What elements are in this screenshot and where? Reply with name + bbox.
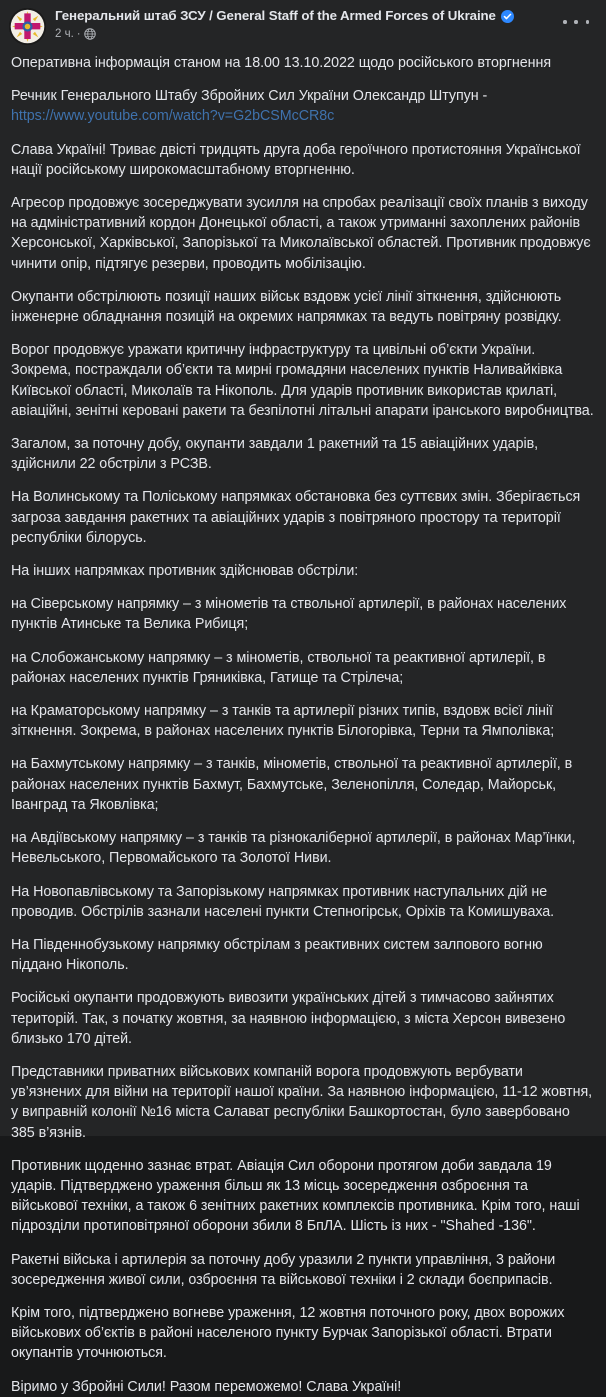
post-paragraph: Слава Україні! Триває двісті тридцять друга доба героїчного протистояння Української нації російському широкомасштабному вторгненню. (11, 141, 581, 178)
dot (574, 20, 578, 24)
post-paragraph: Віримо у Збройні Сили! Разом переможемо! Слава Україні! (11, 1378, 402, 1395)
post-paragraph: Загалом, за поточну добу, окупанти завдали 1 ракетний та 15 авіаційних ударів, здійснили 22 обстріли з РСЗВ. (11, 436, 539, 473)
post-paragraph: Речник Генерального Штабу Збройних Сил України Олександр Штупун - (11, 88, 488, 105)
post-paragraph: на Бахмутському напрямку – з танків, мінометів, ствольної та реактивної артилерії, в районах населених пунктів Бахмут, Бахмутське, Зеленопілля, Соледар, Майорськ, Іванград та Яковлівка; (11, 756, 573, 813)
post-paragraph: Противник щоденно зазнає втрат. Авіація Сил оборони протягом доби завдала 19 ударів. Підтверджено ураження більш як 13 місць зосередження озброєння та військової техніки, а також 6 зенітних ракетних комплексів противника. Крім того, наші підрозділи протиповітряної оборони збили 8 БпЛА. Шість із них - "Shahed -136". (11, 1157, 580, 1235)
post-paragraph: Ворог продовжує уражати критичну інфраструктуру та цивільні об’єкти України. Зокрема, постраждали об’єкти та мирні громадяни населених пунктів Наливайківка Київської області, Миколаїв та Нікополь. Для ударів противник використав крилаті, авіаційні, зенітні керовані ракети та безпілотні літальні апарати іранського виробництва. (11, 342, 594, 419)
page-name[interactable]: Генеральний штаб ЗСУ / General Staff of the Armed Forces of Ukraine (55, 8, 496, 23)
post-paragraph: на Сіверському напрямку – з мінометів та ствольної артилерії, в районах населених пунктів Атинське та Велика Рибиця; (11, 596, 567, 633)
post-paragraph: На Південнобузькому напрямку обстрілам з реактивних систем залпового вогню піддано Нікополь. (11, 936, 543, 974)
post-paragraph: На Новопавлівському та Запорізькому напрямках противник наступальних дій не проводив. Обстрілів зазнали населені пункти Степногірськ, Оріхів та Комишуваха. (11, 883, 555, 920)
post-paragraph: Представники приватних військових компаній ворога продовжують вербувати ув’язнених для війни на території нашої країни. За наявною інформацією, 11-12 жовтня, у виправній колонії №16 міста Салават республіки Башкортостан, було завербовано 385 в’язнів. (11, 1063, 593, 1141)
verified-badge-icon (501, 10, 514, 23)
post-body (0, 50, 606, 1397)
meta-separator: · (76, 28, 81, 40)
post-paragraph: Крім того, підтверджено вогневе ураження, 12 жовтня поточного року, двох ворожих військових об’єктів в районі населеного пункту Бурчак Запорізької області. Втрати окупантів уточнюються. (11, 1304, 565, 1362)
page-name-row (55, 8, 594, 24)
globe-icon[interactable] (84, 28, 96, 40)
post-paragraph: Окупанти обстрілюють позиції наших військ вздовж усієї лінії зіткнення, здійснюють інженерне обладнання позицій на окремих напрямках та ведуть повітряну розвідку. (11, 288, 562, 326)
more-options-icon[interactable] (563, 14, 589, 30)
post-paragraph: На Волинському та Поліському напрямках обстановка без суттєвих змін. Зберігається загроза завдання ракетних та авіаційних ударів з повітряного простору та території республіки білорусь. (11, 489, 581, 546)
youtube-link[interactable]: https://www.youtube.com/watch?v=G2bCSMcCR8c (11, 108, 335, 125)
post-meta-row (55, 27, 594, 41)
post-timestamp[interactable]: 2 ч. (55, 28, 74, 40)
dot (563, 20, 567, 24)
post-header (0, 0, 606, 50)
post-paragraph: на Краматорському напрямку – з танків та артилерії різних типів, вздовж всієї лінії зіткнення. Зокрема, в районах населених пунктів Білогорівка, Терни та Ямполівка; (11, 703, 555, 740)
avatar[interactable] (9, 8, 46, 45)
post-paragraph: на Авдіївському напрямку – з танків та різнокаліберної артилерії, в районах Мар’їнки, Невельського, Первомайського та Золотої Ниви. (11, 830, 576, 867)
dot (586, 20, 590, 24)
post-header-text (55, 7, 594, 41)
post-paragraph: Агресор продовжує зосереджувати зусилля на спробах реалізації своїх планів з виходу на адміністративний кордон Донецької області, а також утриманні захоплених районів Херсонської, Харківської, Запорізької та Миколаївської областей. Противник продовжує чинити опір, підтягує резерви, проводить мобілізацію. (11, 195, 591, 272)
post-paragraph: Ракетні війська і артилерія за поточну добу уразили 2 пункти управління, 3 райони зосередження живої сили, озброєння та військової техніки і 2 склади боєприпасів. (11, 1251, 556, 1288)
post-paragraph: На інших напрямках противник здійснював обстріли: (11, 563, 359, 580)
post-paragraph: Оперативна інформація станом на 18.00 13.10.2022 щодо російського вторгнення (11, 55, 552, 71)
post-paragraph: Російські окупанти продовжують вивозити українських дітей з тимчасово зайнятих територій. Так, з початку жовтня, за наявною інформацією, з міста Херсон вивезено близько 170 дітей. (11, 990, 566, 1047)
post-paragraph: на Слобожанському напрямку – з мінометів, ствольної та реактивної артилерії, в районах населених пунктів Гряниківка, Гатище та Стрілеча; (11, 649, 546, 686)
